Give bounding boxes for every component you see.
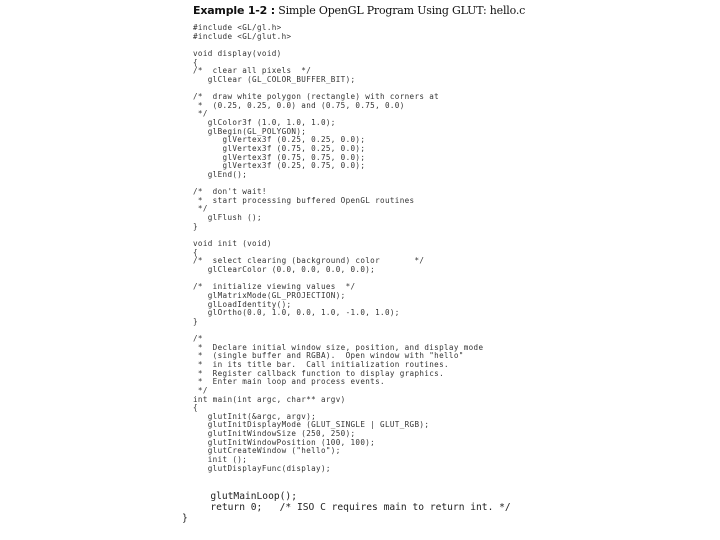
code-line: return 0; /* ISO C requires main to return int. */ [193, 501, 511, 513]
code-line: glVertex3f (0.25, 0.75, 0.0); [193, 161, 366, 171]
code-line: glVertex3f (0.25, 0.25, 0.0); [193, 135, 366, 145]
code-line: glutInitDisplayMode (GLUT_SINGLE | GLUT_RGB); [193, 420, 430, 430]
code-line: } [193, 221, 198, 231]
code-line: #include <GL/glut.h> [193, 31, 292, 41]
code-line: glMatrixMode(GL_PROJECTION); [193, 290, 346, 300]
code-line: * (single buffer and RGBA). Open window with "hello" [193, 351, 464, 361]
code-line: #include <GL/gl.h> [193, 23, 282, 32]
code-line [193, 326, 673, 335]
code-line: int main(int argc, char** argv) [193, 394, 346, 404]
code-line: glClearColor (0.0, 0.0, 0.0, 0.0); [193, 264, 376, 274]
code-line: init (); [193, 455, 248, 465]
code-line: /* draw white polygon (rectangle) with corners at [193, 92, 440, 102]
code-line: glLoadIdentity(); [193, 299, 292, 309]
code-line: * Register callback function to display graphics. [193, 368, 445, 378]
example-caption [193, 4, 525, 18]
code-line: void init (void) [193, 239, 272, 249]
example-label: Example 1-2 : [193, 4, 275, 17]
closing-brace: } [182, 513, 188, 524]
code-listing-tail [193, 492, 673, 513]
code-line: /* select clearing (background) color */ [193, 256, 425, 266]
code-line: glEnd(); [193, 169, 248, 179]
code-line: /* clear all pixels */ [193, 66, 312, 76]
code-line: */ [193, 385, 208, 395]
code-line: /* don't wait! [193, 187, 267, 197]
code-line: * Declare initial window size, position, and display mode [193, 342, 484, 352]
code-line: */ [193, 204, 208, 214]
code-line: glutCreateWindow ("hello"); [193, 446, 341, 456]
code-line: glutInitWindowPosition (100, 100); [193, 437, 376, 447]
code-line: glColor3f (1.0, 1.0, 1.0); [193, 118, 336, 128]
code-line: glutInitWindowSize (250, 250); [193, 429, 356, 439]
code-listing [193, 24, 673, 473]
code-line: glutInit(&argc, argv); [193, 411, 317, 421]
code-line: { [193, 57, 198, 67]
code-line: glBegin(GL_POLYGON); [193, 126, 307, 136]
code-line: glutDisplayFunc(display); [193, 463, 331, 473]
code-line: void display(void) [193, 48, 282, 58]
code-line: * start processing buffered OpenGL routines [193, 195, 415, 205]
code-line: * Enter main loop and process events. [193, 377, 385, 387]
code-line: { [193, 247, 198, 257]
code-line: } [193, 316, 198, 326]
code-line: glVertex3f (0.75, 0.75, 0.0); [193, 152, 366, 162]
code-line: /* initialize viewing values */ [193, 282, 356, 292]
code-line: * in its title bar. Call initialization routines. [193, 359, 449, 369]
code-line: /* [193, 334, 203, 344]
example-title: Simple OpenGL Program Using GLUT: hello.c [278, 4, 526, 17]
code-line: glutMainLoop(); [193, 491, 297, 502]
code-line: * (0.25, 0.25, 0.0) and (0.75, 0.75, 0.0) [193, 100, 405, 110]
code-line: */ [193, 109, 208, 119]
code-line: glVertex3f (0.75, 0.25, 0.0); [193, 143, 366, 153]
code-line: { [193, 403, 198, 413]
code-line: glClear (GL_COLOR_BUFFER_BIT); [193, 74, 356, 84]
code-line: glFlush (); [193, 213, 262, 223]
code-line: glOrtho(0.0, 1.0, 0.0, 1.0, -1.0, 1.0); [193, 308, 400, 318]
